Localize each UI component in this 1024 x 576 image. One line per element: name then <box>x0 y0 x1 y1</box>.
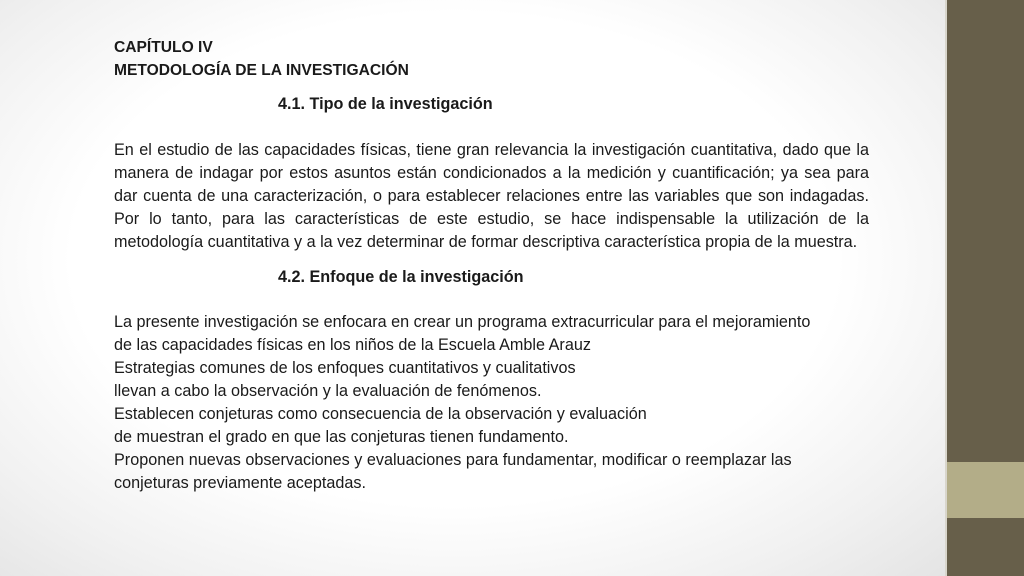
section-heading-4-2: 4.2. Enfoque de la investigación <box>278 268 524 286</box>
sidebar-panel-bottom <box>947 518 1024 576</box>
body-line: Estrategias comunes de los enfoques cuantitativos y cualitativos <box>114 359 576 377</box>
body-line: de muestran el grado en que las conjeturas tienen fundamento. <box>114 428 569 446</box>
sidebar-panel-top <box>947 0 1024 462</box>
body-line: conjeturas previamente aceptadas. <box>114 474 366 492</box>
section-heading-4-1: 4.1. Tipo de la investigación <box>278 95 493 113</box>
section-body-4-2 <box>114 311 869 495</box>
body-line: Proponen nuevas observaciones y evaluaciones para fundamentar, modificar o reemplazar las <box>114 451 792 469</box>
body-line: de las capacidades físicas en los niños de la Escuela Amble Arauz <box>114 336 591 354</box>
body-line: Establecen conjeturas como consecuencia de la observación y evaluación <box>114 405 647 423</box>
sidebar-accent-block <box>947 462 1024 518</box>
body-line: La presente investigación se enfocara en crear un programa extracurricular para el mejoramiento <box>114 313 811 331</box>
section-paragraph-4-1: En el estudio de las capacidades físicas, tiene gran relevancia la investigación cuantitativa, dado que la manera de indagar por estos asuntos están condicionados a la medición y cuantificación; ya sea para dar cuenta de una caracterización, o para establecer relaciones entre las variables que son indagadas. Por lo tanto, para las características de este estudio, se hace indispensable la utilización de la metodología cuantitativa y a la vez determinar de formar descriptiva característica propia de la muestra. <box>114 141 869 251</box>
slide-content <box>114 36 869 495</box>
chapter-number: CAPÍTULO IV <box>114 39 213 56</box>
chapter-title: METODOLOGÍA DE LA INVESTIGACIÓN <box>114 62 409 79</box>
body-line: llevan a cabo la observación y la evaluación de fenómenos. <box>114 382 542 400</box>
